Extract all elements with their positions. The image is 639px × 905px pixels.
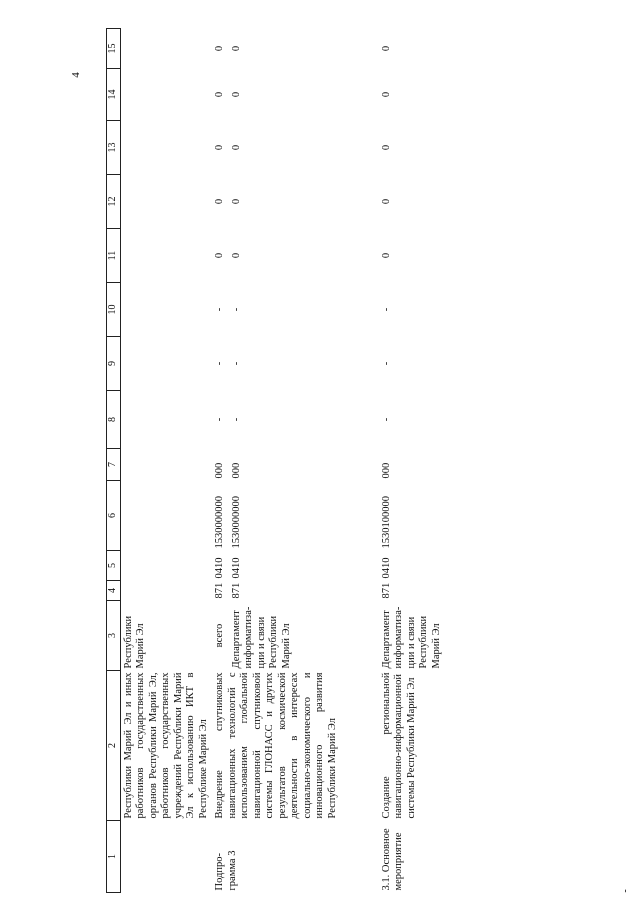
- subprogram-title: Внедрение спутниковых навигационных технологий с использованием глобальной навигационной спутниковой системы ГЛОНАСС и других результатов космической деятельности в интересах социально-экономического и инновационного развития Республики Марий Эл: [214, 672, 338, 819]
- subprogram-total-row: [212, 29, 229, 893]
- cell-value: -: [230, 361, 242, 366]
- header-cell: 7: [107, 449, 121, 481]
- cell-grbs: 871: [214, 582, 225, 599]
- continuation-row: [120, 29, 212, 893]
- header-cell: 1: [107, 821, 121, 893]
- header-row: [107, 29, 121, 893]
- cell-value: 0: [380, 198, 392, 205]
- cell-value: 0: [214, 144, 225, 151]
- executor-dept: Департамент информатиза-ции и связи Республики Марий Эл: [230, 606, 292, 669]
- cell-value: -: [380, 307, 392, 312]
- cell-value: 0: [230, 198, 242, 205]
- subprogram-label: Подпро-грамма 3: [214, 850, 238, 891]
- header-cell: 6: [107, 481, 121, 551]
- header-cell: 10: [107, 283, 121, 337]
- cell-value: 0: [214, 91, 225, 98]
- header-cell: 5: [107, 551, 121, 581]
- header-cell: 8: [107, 391, 121, 449]
- cell-csr: 1530000000: [214, 496, 225, 549]
- cell-value: 0: [230, 144, 242, 151]
- cell-value: 0: [230, 45, 242, 52]
- cell-value: -: [380, 361, 392, 366]
- cell-value: 0: [214, 198, 225, 205]
- measure-executor: Департамент информатиза-ции и связи Республики Марий Эл: [380, 606, 442, 669]
- cell-value: -: [380, 417, 392, 422]
- cell-value: -: [214, 307, 225, 312]
- cell-rzpr: 0410: [230, 557, 242, 579]
- cell-vr: 000: [214, 462, 225, 479]
- cell-value: -: [230, 307, 242, 312]
- budget-table: [106, 28, 445, 893]
- header-cell: 14: [107, 69, 121, 121]
- header-cell: 3: [107, 601, 121, 671]
- cell-value: 0: [230, 91, 242, 98]
- header-cell: 15: [107, 29, 121, 69]
- measure-label: 3.1. Основное мероприятие: [380, 828, 404, 891]
- cell-grbs: 871: [380, 582, 392, 599]
- header-cell: 12: [107, 175, 121, 229]
- executor-total: всего: [214, 623, 225, 648]
- cell-value: 0: [214, 252, 225, 259]
- cell-value: 0: [380, 144, 392, 151]
- header-cell: 9: [107, 337, 121, 391]
- cell-value: 0: [380, 252, 392, 259]
- header-cell: 11: [107, 229, 121, 283]
- cell-value: -: [214, 417, 225, 422]
- cell-csr: 1530000000: [230, 496, 242, 549]
- cell-value: 0: [380, 45, 392, 52]
- cell-value: -: [214, 361, 225, 366]
- cell-value: -: [230, 417, 242, 422]
- measure-row: [379, 29, 446, 893]
- page-number: 4: [70, 72, 82, 78]
- continuation-text: Республики Марий Эл и иных работников государственных органов Республики Марий Эл, работников государственных учреждений Республики Марий Эл к использованию ИКТ в Республике Марий Эл: [122, 672, 209, 819]
- cell-rzpr: 0410: [214, 557, 225, 579]
- header-cell: 2: [107, 671, 121, 821]
- cell-value: 0: [230, 252, 242, 259]
- cell-csr: 1530100000: [380, 496, 392, 549]
- header-cell: 4: [107, 581, 121, 601]
- header-cell: 13: [107, 121, 121, 175]
- cell-vr: 000: [230, 462, 242, 479]
- cell-value: 0: [380, 91, 392, 98]
- cell-vr: 000: [380, 462, 392, 479]
- continuation-executor: Республики Марий Эл: [122, 615, 146, 669]
- cell-grbs: 871: [230, 582, 242, 599]
- measure-title: Создание региональной навигационно-информационной системы Республики Марий Эл: [380, 672, 417, 819]
- cell-rzpr: 0410: [380, 557, 392, 579]
- cell-value: 0: [214, 45, 225, 52]
- edge-mark: -: [620, 889, 631, 893]
